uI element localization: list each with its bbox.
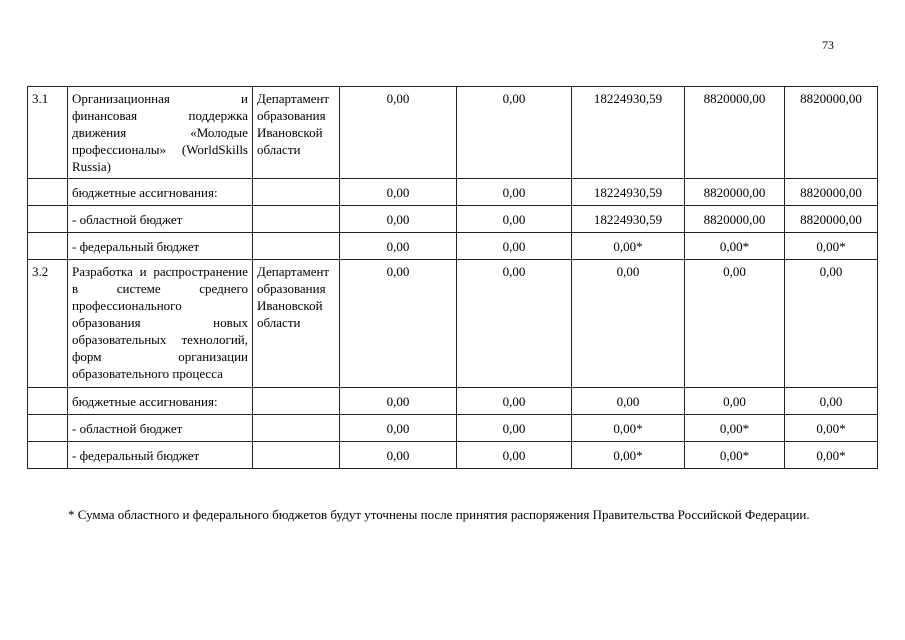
table-cell: 0,00 bbox=[340, 179, 457, 206]
table-cell: 0,00 bbox=[340, 87, 457, 179]
table-cell: 0,00 bbox=[340, 442, 457, 469]
table-cell: 18224930,59 bbox=[572, 87, 685, 179]
table-cell: 0,00 bbox=[457, 388, 572, 415]
row-code: 3.2 bbox=[28, 260, 68, 388]
row-executor: Департамент образования Ивановской области bbox=[253, 87, 340, 179]
table-cell: 0,00 bbox=[457, 233, 572, 260]
table-cell: 0,00 bbox=[457, 87, 572, 179]
table-row bbox=[28, 179, 878, 206]
table-cell: 0,00 bbox=[785, 260, 878, 388]
table-cell bbox=[253, 388, 340, 415]
table-cell: 0,00 bbox=[572, 260, 685, 388]
table-cell: 0,00* bbox=[572, 442, 685, 469]
table-cell: 0,00 bbox=[340, 260, 457, 388]
footnote: * Сумма областного и федерального бюджетов будут уточнены после принятия распоряжения Правительства Российской Федерации. bbox=[68, 507, 810, 522]
table-cell: 0,00 bbox=[457, 415, 572, 442]
table-cell bbox=[28, 233, 68, 260]
table-row bbox=[28, 206, 878, 233]
table-cell: 0,00 bbox=[457, 442, 572, 469]
table-cell bbox=[28, 206, 68, 233]
funding-label: - федеральный бюджет bbox=[68, 442, 253, 469]
table-cell: 0,00* bbox=[785, 415, 878, 442]
row-code: 3.1 bbox=[28, 87, 68, 179]
table-row bbox=[28, 260, 878, 388]
table-cell: 0,00* bbox=[785, 442, 878, 469]
table-cell: 0,00 bbox=[457, 179, 572, 206]
table-cell: 0,00* bbox=[685, 442, 785, 469]
table-row bbox=[28, 388, 878, 415]
row-description: Разработка и распространение в системе среднего профессионального образования новых образовательных технологий, форм организации образовательного процесса bbox=[68, 260, 253, 388]
table-row bbox=[28, 87, 878, 179]
table-cell: 0,00 bbox=[340, 206, 457, 233]
table-cell: 0,00 bbox=[457, 206, 572, 233]
funding-label: - областной бюджет bbox=[68, 415, 253, 442]
table-row bbox=[28, 415, 878, 442]
row-description: Организационная и финансовая поддержка движения «Молодые профессионалы» (WorldSkills Russia) bbox=[68, 87, 253, 179]
table-cell: 8820000,00 bbox=[785, 206, 878, 233]
table-cell: 0,00 bbox=[457, 260, 572, 388]
budget-table bbox=[27, 86, 878, 469]
table-row bbox=[28, 233, 878, 260]
table-cell: 0,00* bbox=[685, 415, 785, 442]
table-row bbox=[28, 442, 878, 469]
table-cell: 0,00 bbox=[572, 388, 685, 415]
funding-label: бюджетные ассигнования: bbox=[68, 388, 253, 415]
table-cell bbox=[253, 179, 340, 206]
funding-label: - федеральный бюджет bbox=[68, 233, 253, 260]
table-cell: 0,00 bbox=[340, 415, 457, 442]
table-cell: 0,00 bbox=[685, 388, 785, 415]
table-cell: 0,00 bbox=[685, 260, 785, 388]
table-cell bbox=[253, 415, 340, 442]
table-cell bbox=[28, 415, 68, 442]
table-cell: 0,00 bbox=[340, 233, 457, 260]
table-cell bbox=[253, 233, 340, 260]
table-cell: 18224930,59 bbox=[572, 179, 685, 206]
page-number: 73 bbox=[822, 38, 834, 52]
table-cell: 0,00* bbox=[685, 233, 785, 260]
table-cell: 0,00* bbox=[785, 233, 878, 260]
table-cell: 0,00 bbox=[785, 388, 878, 415]
table-cell: 8820000,00 bbox=[785, 87, 878, 179]
table-cell: 8820000,00 bbox=[685, 87, 785, 179]
table-cell: 0,00* bbox=[572, 415, 685, 442]
funding-label: - областной бюджет bbox=[68, 206, 253, 233]
table-cell: 0,00 bbox=[340, 388, 457, 415]
table-cell bbox=[28, 179, 68, 206]
table-cell bbox=[28, 388, 68, 415]
table-cell: 8820000,00 bbox=[785, 179, 878, 206]
table-cell bbox=[253, 442, 340, 469]
table-cell bbox=[28, 442, 68, 469]
table-cell: 18224930,59 bbox=[572, 206, 685, 233]
table-cell: 0,00* bbox=[572, 233, 685, 260]
table-cell: 8820000,00 bbox=[685, 179, 785, 206]
row-executor: Департамент образования Ивановской области bbox=[253, 260, 340, 388]
table-cell: 8820000,00 bbox=[685, 206, 785, 233]
table-cell bbox=[253, 206, 340, 233]
funding-label: бюджетные ассигнования: bbox=[68, 179, 253, 206]
